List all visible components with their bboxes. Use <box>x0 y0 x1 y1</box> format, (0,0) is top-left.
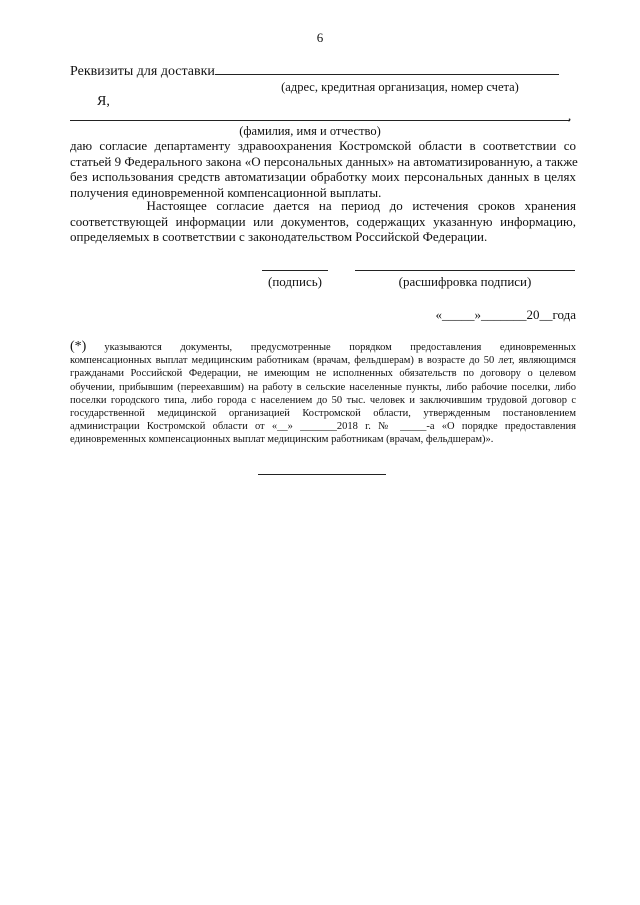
consent-paragraph <box>70 138 576 200</box>
signature-blank <box>262 270 328 271</box>
consent-paragraph-line: получения единовременной компенсационной выплаты. <box>70 184 382 200</box>
delivery-details-label: Реквизиты для доставки <box>70 64 215 79</box>
footnote-line: администрации Костромской области от «__» _______2018 г. № _____-а «О порядке предоставления <box>70 421 576 433</box>
consent-period-line: определяемых в соответствии с законодательством Российской Федерации. <box>70 229 488 244</box>
full-name-hint: (фамилия, имя и отчество) <box>239 124 381 138</box>
page-number: 6 <box>316 30 324 45</box>
signature-decode-label: (расшифровка подписи) <box>398 274 532 289</box>
footnote-line-text: указываются документы, предусмотренные порядком предоставления единовременных <box>104 342 576 353</box>
delivery-details-hint: (адрес, кредитная организация, номер счета) <box>281 80 519 94</box>
signature-decode-blank <box>355 270 575 271</box>
full-name-blank <box>70 120 570 121</box>
consent-paragraph-line: без использования средств автоматизации обработку моих персональных данных в целях <box>70 169 576 184</box>
footnote-mark: (*) <box>70 339 87 354</box>
footnote-line: обучении, прибывшим (переехавшим) на работу в сельские населенные пункты, либо рабочие поселки, либо <box>70 381 576 393</box>
footnote-line: единовременных компенсационных выплат медицинским работникам (врачам, фельдшерам)». <box>70 434 494 446</box>
signature-label: (подпись) <box>268 274 322 289</box>
footnote <box>70 340 576 447</box>
footnote-line <box>70 340 576 354</box>
consent-pronoun: Я, <box>97 94 110 109</box>
footnote-line: государственной медицинской организацией Костромской области, утвержденным постановлением <box>70 408 576 420</box>
footnote-line: гражданами Российской Федерации, не имеющим не исполненных обязательств по договору о целевом <box>70 368 576 380</box>
consent-paragraph-line: статьей 9 Федерального закона «О персональных данных» на автоматизированную, а также <box>70 153 578 169</box>
delivery-details-blank <box>215 62 559 75</box>
signature-date: «_____»_______20__года <box>435 307 576 322</box>
full-name-comma: , <box>568 108 572 123</box>
consent-period-line: соответствующей информации или документов, содержащих указанную информацию, <box>70 213 576 229</box>
delivery-details-field <box>70 62 559 80</box>
consent-period-line: Настоящее согласие дается на период до истечения сроков хранения <box>70 198 576 213</box>
consent-paragraph-line: даю согласие департаменту здравоохранения Костромской области в соответствии со <box>70 138 576 153</box>
footnote-line: поселки городского типа, либо города с населением до 50 тыс. человек и заключившим трудовой договор с <box>70 394 576 406</box>
consent-period-paragraph <box>70 198 576 245</box>
footnote-line: компенсационных выплат медицинским работникам (врачам, фельдшерам) в возрасте до 50 лет, являющимся <box>70 355 576 367</box>
document-end-rule <box>258 474 386 475</box>
